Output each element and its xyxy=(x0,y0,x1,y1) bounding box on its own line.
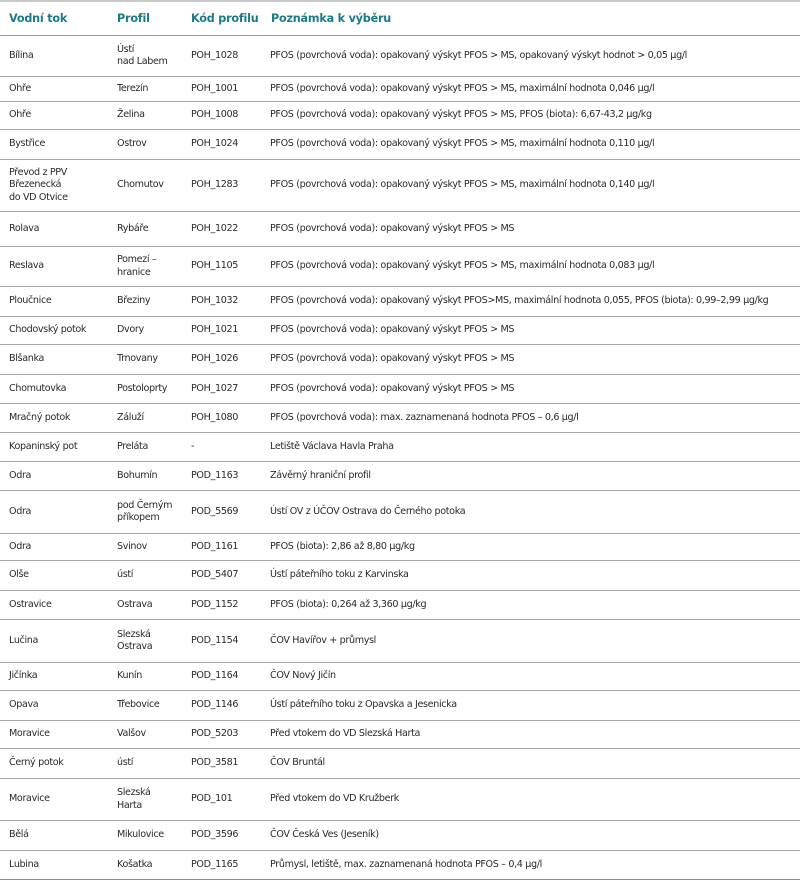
column-header-profil: Profil xyxy=(108,1,182,36)
table-row xyxy=(0,404,800,433)
cell-kod-profilu: POD_1154 xyxy=(182,620,262,663)
cell-profil: Ústí nad Labem xyxy=(108,36,182,77)
table-row xyxy=(0,620,800,663)
column-header-vodni-tok: Vodní tok xyxy=(0,1,108,36)
cell-profil: pod Černým příkopem xyxy=(108,491,182,534)
table-row xyxy=(0,345,800,375)
cell-vodni-tok: Lučina xyxy=(0,620,108,663)
table-row xyxy=(0,36,800,77)
cell-kod-profilu: POD_1152 xyxy=(182,591,262,620)
cell-vodni-tok: Bělá xyxy=(0,821,108,851)
cell-vodni-tok: Kopaninský pot xyxy=(0,433,108,462)
cell-profil: Slezská Harta xyxy=(108,779,182,821)
table-row xyxy=(0,130,800,160)
cell-profil: Košatka xyxy=(108,851,182,880)
cell-poznamka: ČOV Havířov + průmysl xyxy=(262,620,800,663)
cell-profil: Ostrava xyxy=(108,591,182,620)
cell-kod-profilu: POD_101 xyxy=(182,779,262,821)
cell-vodni-tok: Mračný potok xyxy=(0,404,108,433)
cell-poznamka: Průmysl, letiště, max. zaznamenaná hodnota PFOS – 0,4 µg/l xyxy=(262,851,800,880)
cell-vodni-tok: Odra xyxy=(0,462,108,491)
cell-kod-profilu: POD_1163 xyxy=(182,462,262,491)
cell-kod-profilu: POD_5407 xyxy=(182,561,262,591)
table-row xyxy=(0,77,800,102)
cell-poznamka: Před vtokem do VD Slezská Harta xyxy=(262,721,800,749)
cell-kod-profilu: POH_1021 xyxy=(182,317,262,345)
cell-vodni-tok: Moravice xyxy=(0,779,108,821)
cell-profil: Želina xyxy=(108,102,182,130)
cell-kod-profilu: POD_1161 xyxy=(182,534,262,561)
cell-profil: Třebovice xyxy=(108,691,182,721)
cell-kod-profilu: POH_1080 xyxy=(182,404,262,433)
cell-vodni-tok: Chodovský potok xyxy=(0,317,108,345)
cell-poznamka: PFOS (povrchová voda): opakovaný výskyt PFOS > MS xyxy=(262,317,800,345)
cell-poznamka: PFOS (povrchová voda): opakovaný výskyt PFOS > MS, maximální hodnota 0,046 µg/l xyxy=(262,77,800,102)
table-header-row xyxy=(0,1,800,36)
cell-vodni-tok: Černý potok xyxy=(0,749,108,779)
column-header-kod-profilu: Kód profilu xyxy=(182,1,262,36)
cell-kod-profilu: - xyxy=(182,433,262,462)
cell-profil: Terezín xyxy=(108,77,182,102)
cell-kod-profilu: POH_1283 xyxy=(182,160,262,212)
cell-profil: Záluží xyxy=(108,404,182,433)
cell-vodni-tok: Rolava xyxy=(0,212,108,247)
cell-kod-profilu: POD_1146 xyxy=(182,691,262,721)
cell-kod-profilu: POD_1164 xyxy=(182,663,262,691)
table-row xyxy=(0,462,800,491)
cell-poznamka: PFOS (povrchová voda): opakovaný výskyt PFOS > MS, maximální hodnota 0,140 µg/l xyxy=(262,160,800,212)
cell-kod-profilu: POH_1028 xyxy=(182,36,262,77)
cell-profil: Trnovany xyxy=(108,345,182,375)
cell-vodni-tok: Blšanka xyxy=(0,345,108,375)
cell-vodni-tok: Jičínka xyxy=(0,663,108,691)
cell-vodni-tok: Ohře xyxy=(0,77,108,102)
cell-kod-profilu: POH_1024 xyxy=(182,130,262,160)
cell-kod-profilu: POH_1001 xyxy=(182,77,262,102)
cell-profil: Preláta xyxy=(108,433,182,462)
cell-profil: ústí xyxy=(108,561,182,591)
cell-poznamka: Letiště Václava Havla Praha xyxy=(262,433,800,462)
cell-kod-profilu: POH_1022 xyxy=(182,212,262,247)
cell-vodni-tok: Ploučnice xyxy=(0,287,108,317)
table-row xyxy=(0,779,800,821)
cell-profil: Březiny xyxy=(108,287,182,317)
cell-kod-profilu: POD_5569 xyxy=(182,491,262,534)
cell-vodni-tok: Olše xyxy=(0,561,108,591)
cell-poznamka: Ústí páteřního toku z Opavska a Jesenicka xyxy=(262,691,800,721)
cell-poznamka: PFOS (biota): 2,86 až 8,80 µg/kg xyxy=(262,534,800,561)
cell-vodni-tok: Bystřice xyxy=(0,130,108,160)
cell-poznamka: PFOS (biota): 0,264 až 3,360 µg/kg xyxy=(262,591,800,620)
column-header-poznamka: Poznámka k výběru xyxy=(262,1,800,36)
cell-poznamka: PFOS (povrchová voda): opakovaný výskyt PFOS > MS xyxy=(262,212,800,247)
cell-profil: Postoloprty xyxy=(108,375,182,404)
table-row xyxy=(0,749,800,779)
table-row xyxy=(0,317,800,345)
cell-vodni-tok: Lubina xyxy=(0,851,108,880)
cell-poznamka: ČOV Česká Ves (Jeseník) xyxy=(262,821,800,851)
table-row xyxy=(0,102,800,130)
cell-poznamka: ČOV Bruntál xyxy=(262,749,800,779)
table-row xyxy=(0,591,800,620)
table-row xyxy=(0,287,800,317)
cell-poznamka: PFOS (povrchová voda): opakovaný výskyt PFOS>MS, maximální hodnota 0,055, PFOS (biota): 0,99–2,99 µg/kg xyxy=(262,287,800,317)
cell-vodni-tok: Ostravice xyxy=(0,591,108,620)
table-row xyxy=(0,433,800,462)
cell-profil: Slezská Ostrava xyxy=(108,620,182,663)
cell-profil: Chomutov xyxy=(108,160,182,212)
table-row xyxy=(0,534,800,561)
cell-vodni-tok: Odra xyxy=(0,534,108,561)
cell-profil: ústí xyxy=(108,749,182,779)
cell-poznamka: PFOS (povrchová voda): max. zaznamenaná hodnota PFOS – 0,6 µg/l xyxy=(262,404,800,433)
cell-kod-profilu: POH_1008 xyxy=(182,102,262,130)
cell-profil: Rybáře xyxy=(108,212,182,247)
cell-vodni-tok: Bílina xyxy=(0,36,108,77)
cell-profil: Ostrov xyxy=(108,130,182,160)
cell-kod-profilu: POD_5203 xyxy=(182,721,262,749)
cell-poznamka: Závěrný hraniční profil xyxy=(262,462,800,491)
cell-profil: Svinov xyxy=(108,534,182,561)
table-row xyxy=(0,663,800,691)
cell-vodni-tok: Moravice xyxy=(0,721,108,749)
table-row xyxy=(0,491,800,534)
cell-poznamka: PFOS (povrchová voda): opakovaný výskyt PFOS > MS xyxy=(262,345,800,375)
cell-poznamka: PFOS (povrchová voda): opakovaný výskyt PFOS > MS, PFOS (biota): 6,67-43,2 µg/kg xyxy=(262,102,800,130)
cell-poznamka: PFOS (povrchová voda): opakovaný výskyt PFOS > MS xyxy=(262,375,800,404)
cell-vodni-tok: Převod z PPV Březenecká do VD Otvice xyxy=(0,160,108,212)
cell-kod-profilu: POH_1027 xyxy=(182,375,262,404)
table-row xyxy=(0,247,800,287)
cell-kod-profilu: POH_1026 xyxy=(182,345,262,375)
cell-poznamka: Před vtokem do VD Kružberk xyxy=(262,779,800,821)
cell-poznamka: PFOS (povrchová voda): opakovaný výskyt PFOS > MS, maximální hodnota 0,110 µg/l xyxy=(262,130,800,160)
table-row xyxy=(0,721,800,749)
table-row xyxy=(0,212,800,247)
cell-poznamka: Ústí páteřního toku z Karvinska xyxy=(262,561,800,591)
cell-profil: Mikulovice xyxy=(108,821,182,851)
cell-poznamka: PFOS (povrchová voda): opakovaný výskyt PFOS > MS, maximální hodnota 0,083 µg/l xyxy=(262,247,800,287)
table-body xyxy=(0,36,800,880)
table-row xyxy=(0,691,800,721)
cell-vodni-tok: Ohře xyxy=(0,102,108,130)
cell-poznamka: ČOV Nový Jičín xyxy=(262,663,800,691)
cell-vodni-tok: Reslava xyxy=(0,247,108,287)
cell-vodni-tok: Odra xyxy=(0,491,108,534)
cell-poznamka: PFOS (povrchová voda): opakovaný výskyt PFOS > MS, opakovaný výskyt hodnot > 0,05 µg/l xyxy=(262,36,800,77)
cell-vodni-tok: Chomutovka xyxy=(0,375,108,404)
cell-kod-profilu: POD_1165 xyxy=(182,851,262,880)
cell-vodni-tok: Opava xyxy=(0,691,108,721)
cell-profil: Pomezí – hranice xyxy=(108,247,182,287)
table-row xyxy=(0,375,800,404)
cell-profil: Bohumín xyxy=(108,462,182,491)
table-row xyxy=(0,851,800,880)
cell-profil: Dvory xyxy=(108,317,182,345)
cell-profil: Valšov xyxy=(108,721,182,749)
cell-kod-profilu: POH_1105 xyxy=(182,247,262,287)
table-row xyxy=(0,561,800,591)
cell-profil: Kunín xyxy=(108,663,182,691)
table-row xyxy=(0,821,800,851)
cell-poznamka: Ústí OV z ÚČOV Ostrava do Černého potoka xyxy=(262,491,800,534)
cell-kod-profilu: POD_3596 xyxy=(182,821,262,851)
table-row xyxy=(0,160,800,212)
cell-kod-profilu: POH_1032 xyxy=(182,287,262,317)
cell-kod-profilu: POD_3581 xyxy=(182,749,262,779)
